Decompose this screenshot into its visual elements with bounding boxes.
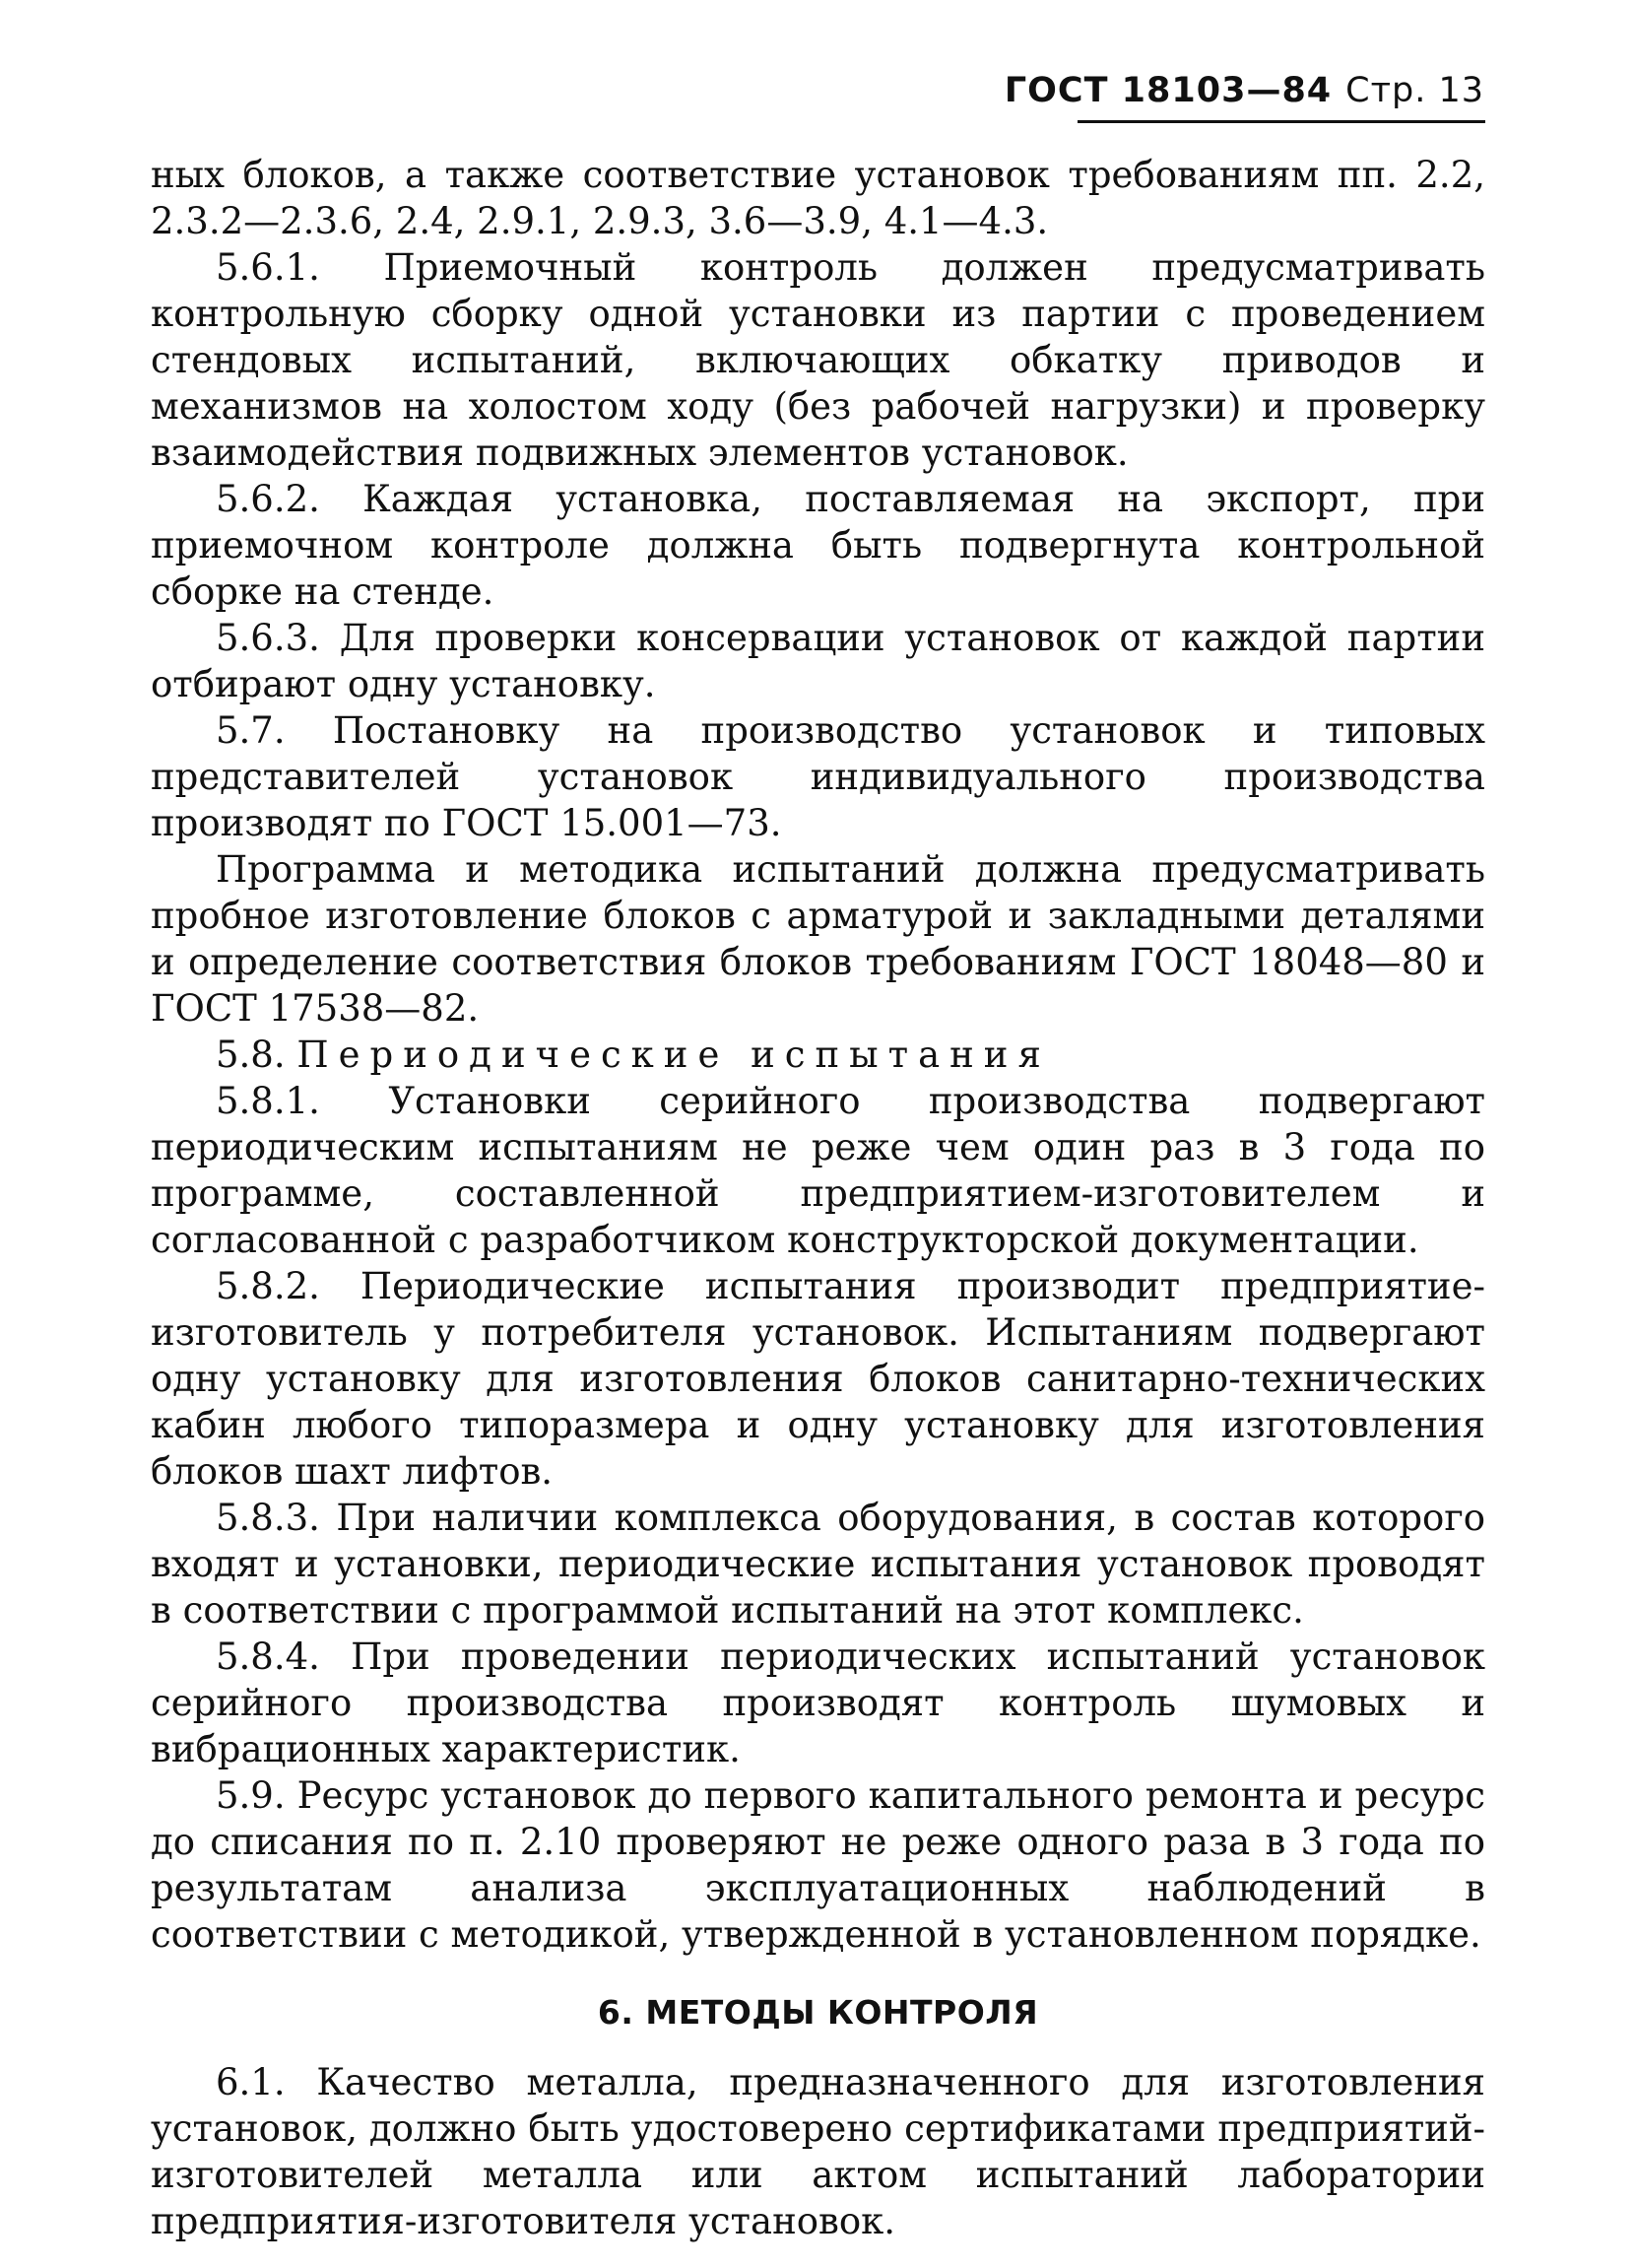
paragraph-5-7: 5.7. Постановку на производство установок и типовых представителей установок индивидуального производства производят по ГОСТ 15.001—73. xyxy=(151,709,1485,844)
subheading-5-8 xyxy=(151,1032,1485,1078)
paragraph-continuation: ных блоков, а также соответствие установок требованиям пп. 2.2, 2.3.2—2.3.6, 2.4, 2.9.1, 2.9.3, 3.6—3.9, 4.1—4.3. xyxy=(151,154,1485,242)
subheading-text: Периодические испытания xyxy=(296,1034,1051,1076)
paragraph-5-8-1: 5.8.1. Установки серийного производства подвергают периодическим испытаниям не реже чем один раз в 3 года по программе, составленной предприятием-изготовителем и согласованной с разработчиком конструкторской документации. xyxy=(151,1080,1485,1261)
page-header xyxy=(1005,71,1484,110)
paragraph-5-9: 5.9. Ресурс установок до первого капитального ремонта и ресурс до списания по п. 2.10 проверяют не реже одного раза в 3 года по результатам анализа эксплуатационных наблюдений в соответствии с методикой, утвержденной в установленном порядке. xyxy=(151,1774,1485,1956)
paragraph-6-1: 6.1. Качество металла, предназначенного для изготовления установок, должно быть удостоверено сертификатами предприятий-изготовителей металла или актом испытаний лаборатории предприятия-изготовителя установок. xyxy=(151,2061,1485,2242)
section-title: 6. МЕТОДЫ КОНТРОЛЯ xyxy=(597,1993,1039,2032)
paragraph-5-6-3: 5.6.3. Для проверки консервации установок от каждой партии отбирают одну установку. xyxy=(151,617,1485,705)
paragraph-5-8-3: 5.8.3. При наличии комплекса оборудования, в состав которого входят и установки, периодические испытания установок проводят в соответствии с программой испытаний на этот комплекс. xyxy=(151,1497,1485,1632)
paragraph-5-8-2: 5.8.2. Периодические испытания производит предприятие-изготовитель у потребителя установок. Испытаниям подвергают одну установку для изготовления блоков санитарно-технических кабин любого типоразмера и одну установку для изготовления блоков шахт лифтов. xyxy=(151,1265,1485,1493)
subheading-number: 5.8. xyxy=(216,1034,286,1076)
paragraph-5-6-1: 5.6.1. Приемочный контроль должен предусматривать контрольную сборку одной установки из партии с проведением стендовых испытаний, включающих обкатку приводов и механизмов на холостом ходу (без рабочей нагрузки) и проверку взаимодействия подвижных элементов установок. xyxy=(151,246,1485,474)
paragraph-5-6-2: 5.6.2. Каждая установка, поставляемая на экспорт, при приемочном контроле должна быть подвергнута контрольной сборке на стенде. xyxy=(151,478,1485,613)
standard-number: ГОСТ 18103—84 xyxy=(1004,71,1333,110)
document-body xyxy=(151,152,1485,2244)
header-rule xyxy=(1078,120,1485,123)
page-number: Стр. 13 xyxy=(1345,71,1484,110)
paragraph-5-8-4: 5.8.4. При проведении периодических испытаний установок серийного производства производят контроль шумовых и вибрационных характеристик. xyxy=(151,1635,1485,1770)
paragraph-5-7-program: Программа и методика испытаний должна предусматривать пробное изготовление блоков с арматурой и закладными деталями и определение соответствия блоков требованиям ГОСТ 18048—80 и ГОСТ 17538—82. xyxy=(151,848,1485,1030)
